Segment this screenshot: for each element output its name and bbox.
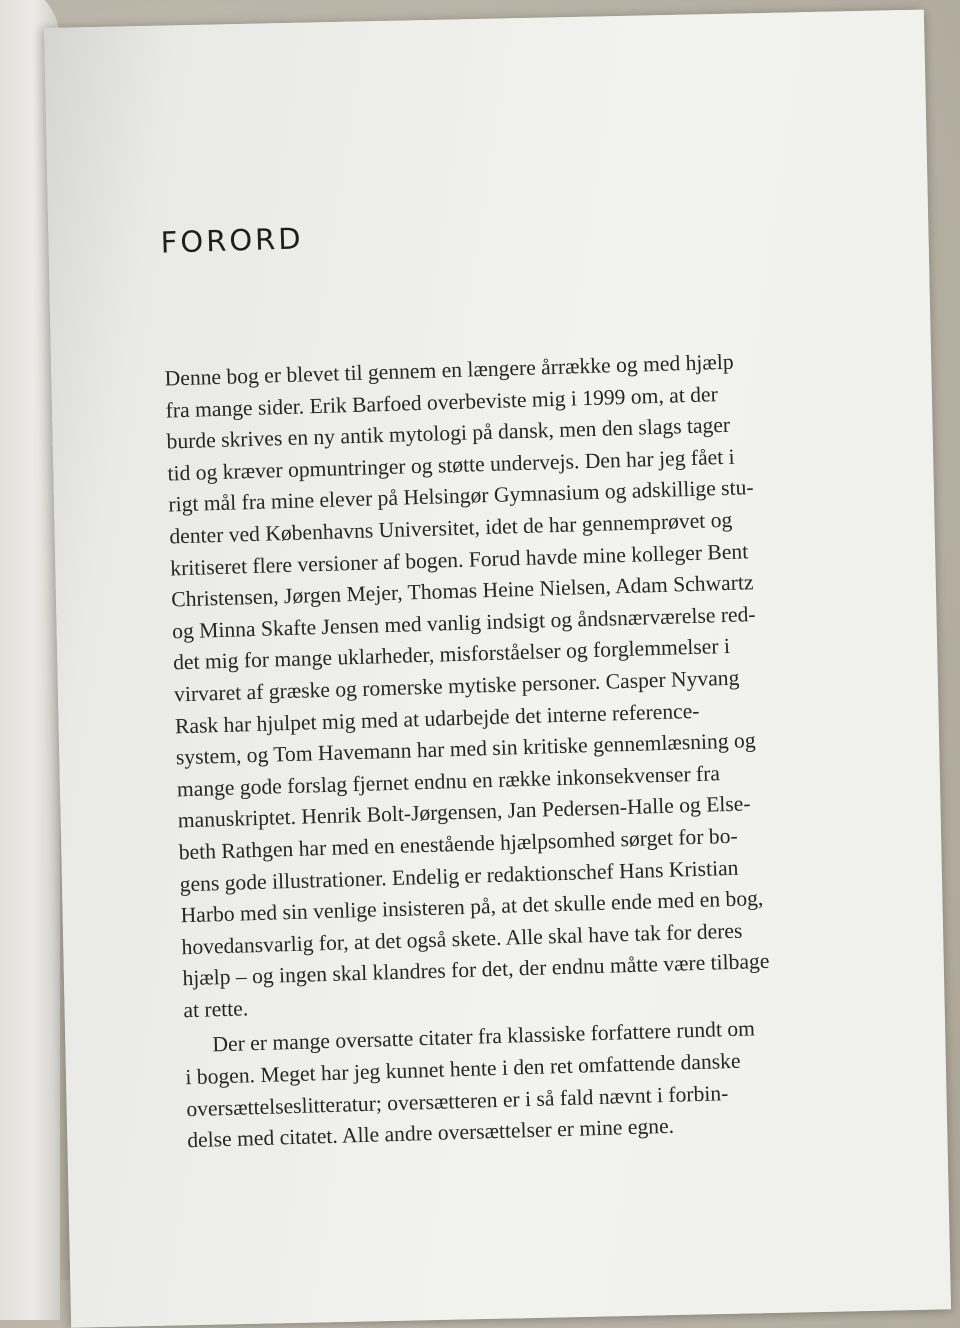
text-line: delse med citatet. Alle andre oversættelser er mine egne.: [186, 1114, 675, 1153]
text-line: kritiseret flere versioner af bogen. Forud havde mine kolleger Bent: [169, 538, 749, 581]
text-line: i bogen. Meget har jeg kunnet hente i den ret omfattende danske: [185, 1048, 741, 1090]
text-line: mange gode forslag fjernet endnu en række inkonsekvenser fra: [176, 760, 721, 802]
text-line: manuskriptet. Henrik Bolt-Jørgensen, Jan Pedersen-Halle og Else-: [177, 791, 751, 833]
text-line: og Minna Skafte Jensen med vanlig indsigt og åndsnærværelse red-: [171, 601, 756, 644]
page-title: FORORD: [160, 221, 305, 260]
text-line: oversættelseslitteratur; oversætteren er i så fald nævnt i forbin-: [186, 1080, 729, 1121]
text-line: fra mange sider. Erik Barfoed overbeviste mig i 1999 om, at der: [165, 381, 719, 423]
text-line: tid og kræver opmuntringer og støtte undervejs. Den har jeg fået i: [167, 444, 735, 486]
text-line: Christensen, Jørgen Mejer, Thomas Heine Nielsen, Adam Schwartz: [170, 570, 754, 612]
text-line: hjælp – og ingen skal klandres for det, der endnu måtte være tilbage: [182, 949, 770, 991]
text-line: Denne bog er blevet til gennem en længere årrække og med hjælp: [164, 349, 734, 391]
book-page: [44, 10, 951, 1328]
text-line: virvaret af græske og romerske mytiske personer. Casper Nyvang: [173, 665, 740, 707]
paragraph-2: [184, 1013, 787, 1157]
text-line: burde skrives en ny antik mytologi på dansk, men den slags tager: [166, 412, 731, 454]
text-line: det mig for mange uklarheder, misforståelser og forglemmelser i: [172, 634, 731, 675]
text-line: Harbo med sin venlige insisteren på, at det skulle ende med en bog,: [180, 886, 764, 928]
text-line: beth Rathgen har med en enestående hjælpsomhed sørget for bo-: [178, 823, 738, 865]
text-line: Rask har hjulpet mig med at udarbejde det interne reference-: [174, 698, 700, 738]
text-line: hovedansvarlig for, at det også skete. Alle skal have tak for deres: [181, 918, 743, 959]
text-line: system, og Tom Havemann har med sin kritiske gennemlæsning og: [175, 728, 756, 770]
text-line: Der er mange oversatte citater fra klassiske forfattere rundt om: [212, 1016, 756, 1057]
page-content: [160, 208, 787, 1157]
text-line: denter ved Københavns Universitet, idet de har gennemprøvet og: [169, 507, 733, 549]
text-line: at rette.: [183, 996, 249, 1023]
text-line: rigt mål fra mine elever på Helsingør Gymnasium og adskillige stu-: [168, 475, 754, 517]
text-line: gens gode illustrationer. Endelig er redaktionschef Hans Kristian: [179, 855, 739, 896]
paragraph-1: [164, 346, 783, 1027]
